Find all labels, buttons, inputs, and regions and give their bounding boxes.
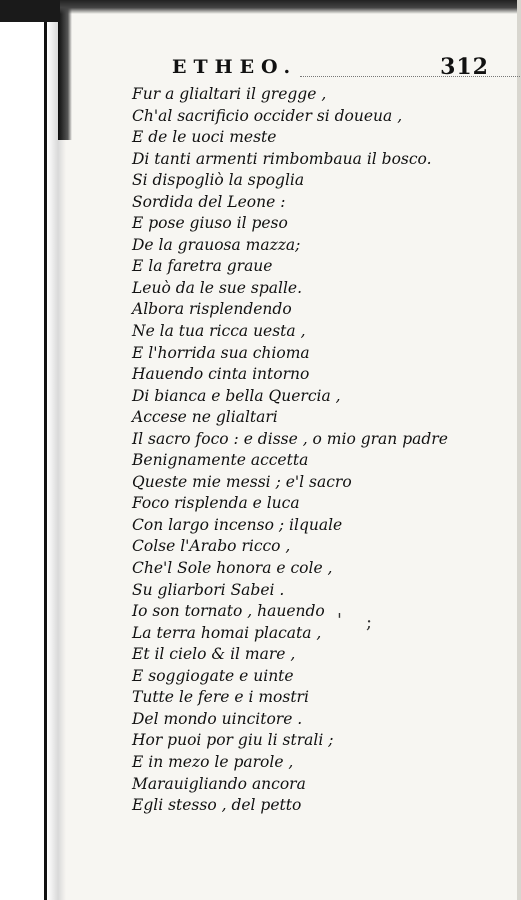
verse-line: Del mondo uincitore . bbox=[132, 709, 303, 728]
verse-line: Fur a glialtari il gregge , bbox=[132, 85, 327, 103]
verse-line: Marauigliando ancora bbox=[132, 774, 306, 793]
scan-corner-shadow bbox=[0, 0, 60, 22]
verse-line: E pose giuso il peso bbox=[132, 214, 288, 233]
verse-line: Benignamente accetta bbox=[132, 451, 309, 470]
verse-line: E l'horrida sua chioma bbox=[132, 343, 310, 362]
verse-line: La terra homai placata , bbox=[132, 623, 322, 642]
ink-speck: ' bbox=[337, 610, 342, 631]
verse-line: Ch'al sacrificio occider si doueua , bbox=[132, 106, 403, 125]
binding-edge-line bbox=[44, 0, 47, 900]
verse-line: Sordida del Leone : bbox=[132, 192, 286, 211]
verse-line: Tutte le fere e i mostri bbox=[132, 688, 309, 707]
running-title: ETHEO. bbox=[172, 56, 298, 78]
verse-line: Leuò da le sue spalle. bbox=[132, 278, 303, 297]
verse-line: Accese ne glialtari bbox=[132, 408, 278, 427]
binding-gutter bbox=[0, 0, 66, 900]
scan-top-edge bbox=[0, 0, 521, 14]
verse-line: Che'l Sole honora e cole , bbox=[132, 559, 333, 578]
verse-block bbox=[128, 84, 498, 817]
verse-line: Et il cielo & il mare , bbox=[132, 645, 296, 664]
verse-line: E in mezo le parole , bbox=[132, 752, 294, 771]
verse-line: Albora risplendendo bbox=[132, 300, 292, 319]
verse-line: E la faretra graue bbox=[132, 257, 273, 276]
running-head bbox=[150, 56, 503, 82]
verse-line: E soggiogate e uinte bbox=[132, 666, 294, 685]
verse-line: Colse l'Arabo ricco , bbox=[132, 537, 291, 556]
verse-line: Su gliarbori Sabei . bbox=[132, 580, 285, 599]
page-right-edge bbox=[517, 0, 521, 900]
verse-line: Io son tornato , hauendo bbox=[132, 602, 325, 621]
verse-line: Foco risplenda e luca bbox=[132, 494, 300, 513]
ink-speck: ; bbox=[366, 612, 373, 633]
binding-shadow bbox=[58, 0, 72, 140]
verse-line: Di bianca e bella Quercia , bbox=[132, 386, 341, 405]
verse-line: Ne la tua ricca uesta , bbox=[132, 322, 306, 341]
verse-line: Hor puoi por giu li strali ; bbox=[132, 731, 334, 750]
page-number: 312 bbox=[440, 54, 489, 80]
verse-line: Di tanti armenti rimbombaua il bosco. bbox=[132, 149, 432, 168]
verse-line: De la grauosa mazza; bbox=[132, 235, 301, 254]
verse-line: Queste mie messi ; e'l sacro bbox=[132, 472, 352, 491]
verse-line: Con largo incenso ; ilquale bbox=[132, 515, 343, 534]
verse-line: Hauendo cinta intorno bbox=[132, 365, 310, 384]
verse-line: Si dispogliò la spoglia bbox=[132, 171, 305, 190]
verse-line: E de le uoci meste bbox=[132, 128, 277, 147]
verse-line: Egli stesso , del petto bbox=[132, 796, 302, 815]
verse-line: Il sacro foco : e disse , o mio gran padre bbox=[132, 429, 448, 448]
